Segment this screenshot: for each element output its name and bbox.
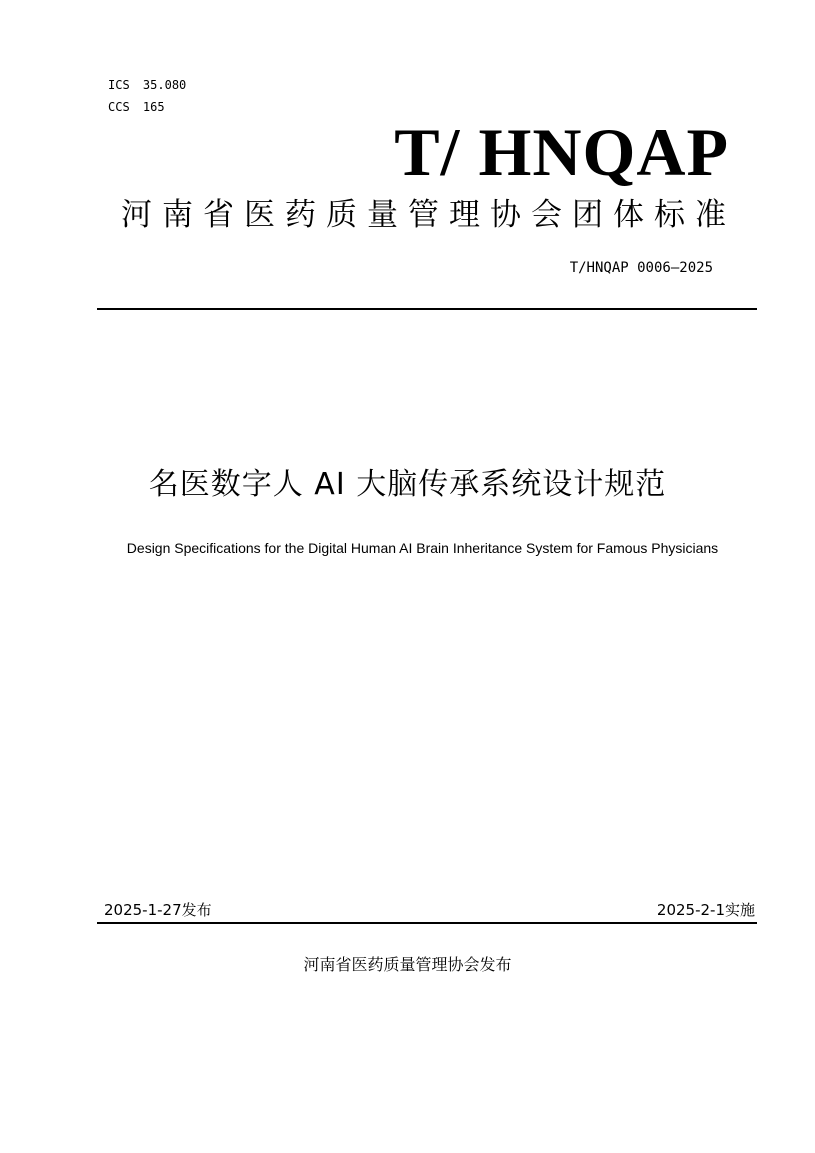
publisher: 河南省医药质量管理协会发布: [303, 955, 512, 974]
standard-number: T/HNQAP 0006—2025: [569, 260, 713, 276]
ics-label: ICS: [108, 78, 130, 92]
footer-divider: [97, 922, 757, 924]
organization-standard-title: 河南省医药质量管理协会团体标准: [121, 197, 736, 233]
ccs-line: [108, 96, 186, 118]
ccs-label: CCS: [108, 100, 130, 114]
issue-date: 2025-1-27发布: [104, 901, 212, 919]
document-title-chinese: 名医数字人 AI 大脑传承系统设计规范: [148, 467, 667, 502]
ics-line: [108, 74, 186, 96]
ccs-code: 165: [142, 100, 165, 114]
header-divider: [97, 308, 757, 310]
standard-logo: T/ HNQAP: [394, 114, 729, 190]
ics-code: 35.080: [142, 78, 187, 92]
classification-codes: [108, 74, 186, 118]
document-title-english: Design Specifications for the Digital Human AI Brain Inheritance System for Famous Physicians: [126, 540, 719, 556]
implementation-date: 2025-2-1实施: [656, 901, 755, 919]
